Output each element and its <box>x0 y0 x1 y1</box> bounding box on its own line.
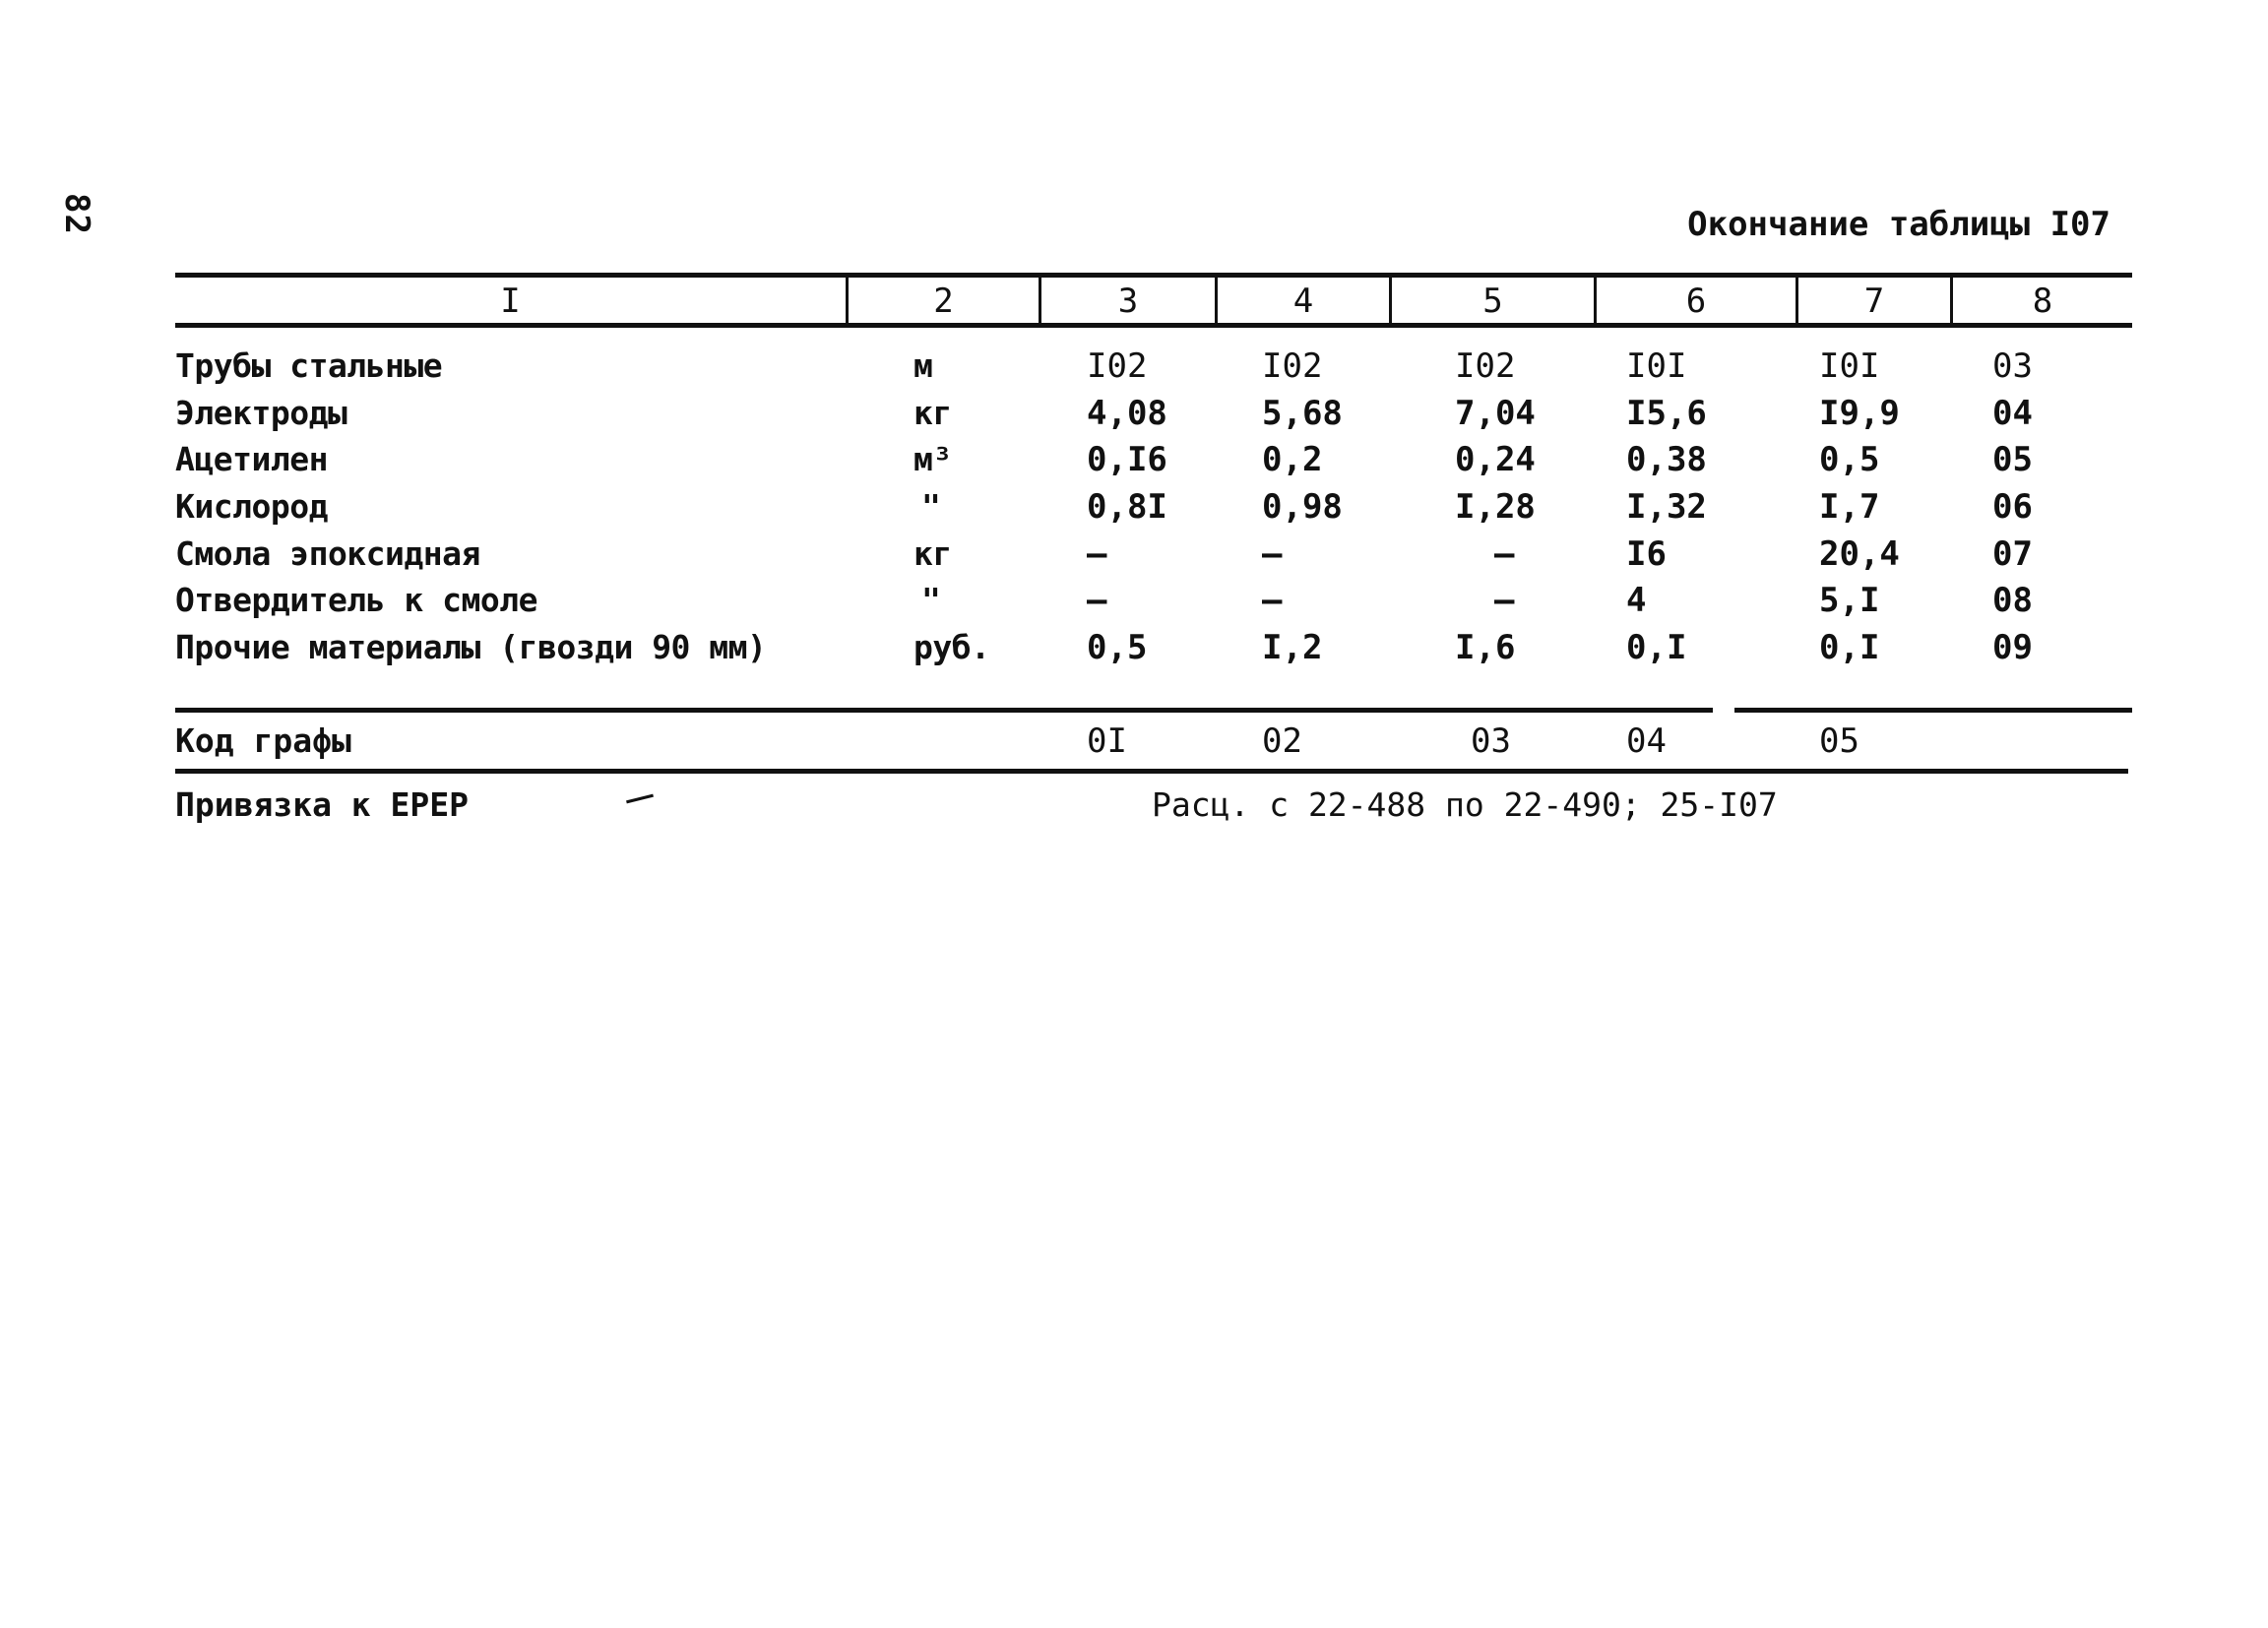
row-value-c6: 0,38 <box>1626 440 1707 479</box>
row-value-c8: 06 <box>1992 487 2033 527</box>
reference-text: Расц. с 22-488 по 22-490; 25-I07 <box>1152 785 1778 824</box>
code-value-05: 05 <box>1819 721 1859 761</box>
row-value-c6: I,32 <box>1626 487 1707 527</box>
row-value-c5: – <box>1494 534 1515 574</box>
row-unit: кг <box>914 394 952 432</box>
row-value-c8: 09 <box>1992 628 2033 667</box>
code-value-01: 0I <box>1087 721 1127 761</box>
header-bottom-border <box>175 323 2132 328</box>
column-header-2: 2 <box>933 282 954 321</box>
row-name: Кислород <box>175 487 328 526</box>
row-value-c6: 0,I <box>1626 628 1687 667</box>
row-unit: " <box>921 581 941 619</box>
row-value-c6: 4 <box>1626 581 1647 620</box>
row-value-c3: 4,08 <box>1087 394 1167 433</box>
row-name: Трубы стальные <box>175 346 443 385</box>
code-row-top-border-left <box>175 708 1713 713</box>
code-row-bottom-border <box>175 769 2128 774</box>
code-value-02: 02 <box>1262 721 1302 761</box>
row-value-c8: 04 <box>1992 394 2033 433</box>
row-value-c4: – <box>1262 534 1283 574</box>
column-header-4: 4 <box>1292 282 1314 321</box>
code-value-03: 03 <box>1471 721 1511 761</box>
row-value-c7: 0,I <box>1819 628 1880 667</box>
row-name: Смола эпоксидная <box>175 534 480 573</box>
row-value-c6: I0I <box>1626 346 1687 386</box>
column-header-5: 5 <box>1482 282 1503 321</box>
page-number: 82 <box>57 193 96 235</box>
row-value-c4: I,2 <box>1262 628 1323 667</box>
row-unit: " <box>921 487 941 526</box>
column-header-7: 7 <box>1863 282 1885 321</box>
row-value-c7: I0I <box>1819 346 1880 386</box>
row-name: Отвердитель к смоле <box>175 581 537 619</box>
row-value-c5: I02 <box>1455 346 1516 386</box>
row-value-c3: I02 <box>1087 346 1148 386</box>
row-value-c3: – <box>1087 534 1107 574</box>
row-unit: м <box>914 346 933 385</box>
row-value-c5: – <box>1494 581 1515 620</box>
row-value-c8: 07 <box>1992 534 2033 574</box>
column-header-6: 6 <box>1685 282 1707 321</box>
row-value-c8: 05 <box>1992 440 2033 479</box>
row-value-c7: 5,I <box>1819 581 1880 620</box>
row-value-c4: – <box>1262 581 1283 620</box>
row-name: Ацетилен <box>175 440 328 478</box>
column-header-8: 8 <box>2032 282 2053 321</box>
row-value-c5: I,6 <box>1455 628 1516 667</box>
row-value-c8: 08 <box>1992 581 2033 620</box>
row-value-c7: 20,4 <box>1819 534 1900 574</box>
table-top-border <box>175 273 2132 278</box>
row-value-c3: 0,I6 <box>1087 440 1167 479</box>
row-value-c8: 03 <box>1992 346 2033 386</box>
column-header-3: 3 <box>1117 282 1139 321</box>
row-value-c6: I5,6 <box>1626 394 1707 433</box>
dash-mark <box>626 794 654 804</box>
column-header-1: I <box>500 282 521 321</box>
code-value-04: 04 <box>1626 721 1667 761</box>
row-value-c4: 0,2 <box>1262 440 1323 479</box>
row-unit: руб. <box>914 628 990 666</box>
row-value-c4: I02 <box>1262 346 1323 386</box>
row-value-c7: 0,5 <box>1819 440 1880 479</box>
table-title: Окончание таблицы I07 <box>1687 205 2110 244</box>
row-value-c3: – <box>1087 581 1107 620</box>
row-value-c5: 0,24 <box>1455 440 1536 479</box>
row-value-c4: 0,98 <box>1262 487 1343 527</box>
row-value-c5: I,28 <box>1455 487 1536 527</box>
row-value-c7: I,7 <box>1819 487 1880 527</box>
row-name: Прочие материалы (гвозди 90 мм) <box>175 628 767 666</box>
code-row-top-border-right <box>1734 708 2132 713</box>
row-unit: м³ <box>914 440 952 478</box>
row-value-c7: I9,9 <box>1819 394 1900 433</box>
row-value-c3: 0,8I <box>1087 487 1167 527</box>
reference-label: Привязка к ЕРЕР <box>175 785 470 824</box>
row-value-c4: 5,68 <box>1262 394 1343 433</box>
row-value-c3: 0,5 <box>1087 628 1148 667</box>
row-value-c5: 7,04 <box>1455 394 1536 433</box>
row-value-c6: I6 <box>1626 534 1667 574</box>
row-name: Электроды <box>175 394 347 432</box>
row-unit: кг <box>914 534 952 573</box>
code-row-label: Код графы <box>175 721 351 760</box>
